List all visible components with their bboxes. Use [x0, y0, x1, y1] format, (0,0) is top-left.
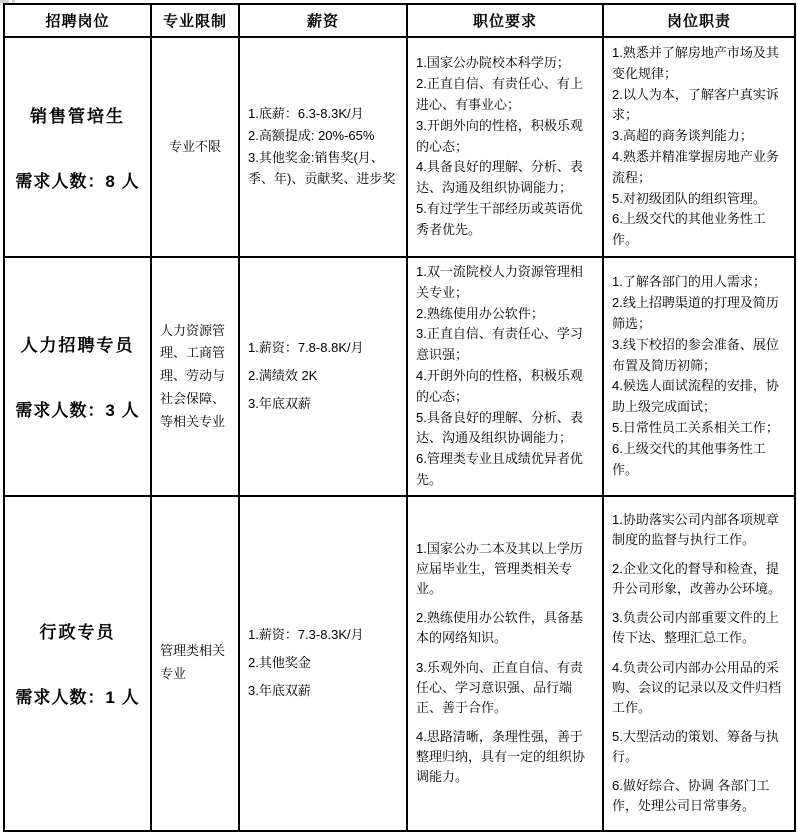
requirement-item: 1.双一流院校人力资源管理相关专业； [416, 264, 583, 300]
table-header-row [4, 4, 795, 37]
headcount-label: 需求人数：3 人 [15, 401, 140, 421]
position-cell [4, 37, 151, 257]
requirement-item: 1.国家公办二本及其以上学历应届毕业生，管理类相关专业。 [416, 540, 583, 597]
requirement-item: 3.乐观外向、正直自信、有责任心、学习意识强、品行端正、善于合作。 [416, 659, 583, 715]
duties-cell [603, 37, 795, 257]
duty-item: 5.日常性员工关系相关工作； [612, 419, 779, 435]
duty-item: 2.企业文化的督导和检查，提升公司形象，改善办公环境。 [612, 561, 782, 597]
requirements-cell [407, 257, 603, 496]
position-title: 行政专员 [39, 623, 116, 643]
salary-item: 1.薪资：7.8-8.8K/月 [248, 340, 364, 356]
duty-item: 6.做好综合、协调 各部门工作，处理公司日常事务。 [612, 778, 770, 814]
requirement-item: 3.开朗外向的性格，积极乐观的心态； [416, 117, 583, 154]
requirement-item: 2.熟练使用办公软件； [416, 305, 544, 321]
requirement-item: 4.开朗外向的性格，积极乐观的心态； [416, 367, 583, 404]
salary-item: 3.其他奖金:销售奖(月、季、年)、贡献奖、进步奖 [248, 150, 396, 186]
duty-item: 2.以人为本，了解客户真实诉求； [612, 86, 779, 123]
position-title: 人力招聘专员 [20, 336, 135, 356]
duty-item: 6.上级交代的其他业务性工作。 [612, 211, 766, 248]
salary-item: 2.高额提成: 20%-65% [248, 128, 375, 144]
requirement-item: 6.管理类专业且成绩优异者优先。 [416, 451, 583, 487]
requirement-item: 4.思路清晰，条理性强，善于整理归纳，具有一定的组织协调能力。 [416, 729, 586, 785]
duty-item: 4.熟悉并精准掌握房地产业务流程； [612, 149, 779, 185]
recruitment-table [3, 3, 796, 832]
position-title: 销售管培生 [30, 107, 125, 126]
duty-item: 3.线下校招的参会准备、展位布置及简历初筛； [612, 336, 779, 373]
requirement-item: 1.国家公办院校本科学历； [416, 55, 570, 71]
major-cell: 人力资源管理、工商管理、劳动与社会保障、等相关专业 [151, 257, 239, 496]
salary-item: 2.其他奖金 [248, 654, 311, 670]
duty-item: 6.上级交代的其他事务性工作。 [612, 440, 766, 477]
duty-item: 4.候选人面试流程的安排，协助上级完成面试； [612, 378, 779, 415]
duties-cell [603, 257, 795, 496]
major-cell: 管理类相关专业 [151, 496, 239, 831]
salary-item: 3.年底双薪 [248, 395, 311, 411]
duty-item: 3.高超的商务谈判能力； [612, 128, 753, 144]
salary-item: 1.薪资：7.3-8.3K/月 [248, 626, 364, 642]
duty-item: 5.对初级团队的组织管理。 [612, 190, 766, 206]
table-row [4, 496, 795, 831]
requirement-item: 2.熟练使用办公软件，具备基本的网络知识。 [416, 610, 583, 646]
requirements-cell [407, 496, 603, 831]
salary-item: 1.底薪：6.3-8.3K/月 [248, 106, 364, 122]
requirement-item: 5.有过学生干部经历或英语优秀者优先。 [416, 200, 583, 237]
duty-item: 2.线上招聘渠道的打理及简历筛选； [612, 295, 779, 331]
duty-item: 3.负责公司内部重要文件的上传下达、整理汇总工作。 [612, 610, 779, 646]
salary-cell [239, 37, 407, 257]
salary-cell [239, 496, 407, 831]
duties-cell [603, 496, 795, 831]
requirement-item: 5.具备良好的理解、分析、表达、沟通及组织协调能力； [416, 409, 583, 446]
salary-item: 3.年底双薪 [248, 682, 311, 698]
salary-item: 2.满绩效 2K [248, 367, 318, 383]
major-cell: 专业不限 [151, 37, 239, 257]
position-cell [4, 496, 151, 831]
duty-item: 1.协助落实公司内部各项规章制度的监督与执行工作。 [612, 511, 779, 547]
salary-cell [239, 257, 407, 496]
duty-item: 4.负责公司内部办公用品的采购、会议的记录以及文件归档工作。 [612, 659, 782, 715]
table-row [4, 257, 795, 496]
duty-item: 1.了解各部门的用人需求； [612, 274, 766, 290]
header-duties: 岗位职责 [603, 4, 795, 37]
duty-item: 5.大型活动的策划、筹备与执行。 [612, 729, 779, 765]
requirement-item: 2.正直自信、有责任心、有上进心、有事业心； [416, 76, 583, 112]
header-position: 招聘岗位 [4, 4, 151, 37]
headcount-label: 需求人数：1 人 [15, 688, 140, 708]
requirement-item: 3.正直自信、有责任心、学习意识强； [416, 326, 583, 363]
header-requirements: 职位要求 [407, 4, 603, 37]
table-row [4, 37, 795, 257]
headcount-label: 需求人数：8 人 [15, 172, 140, 191]
duty-item: 1.熟悉并了解房地产市场及其变化规律； [612, 45, 779, 81]
header-major: 专业限制 [151, 4, 239, 37]
requirements-cell [407, 37, 603, 257]
position-cell [4, 257, 151, 496]
requirement-item: 4.具备良好的理解、分析、表达、沟通及组织协调能力； [416, 159, 583, 196]
header-salary: 薪资 [239, 4, 407, 37]
